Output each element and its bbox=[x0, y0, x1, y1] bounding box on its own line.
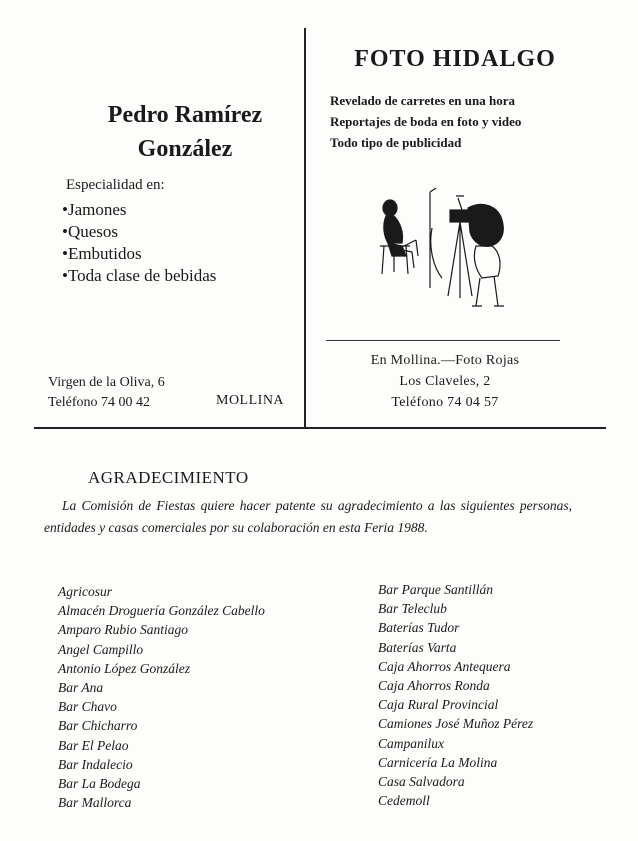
sponsor-item: Bar Chavo bbox=[58, 699, 117, 715]
sponsor-item: Bar Chicharro bbox=[58, 718, 138, 734]
sponsor-item: Baterías Tudor bbox=[378, 620, 460, 636]
photo-studio-location: En Mollina.—Foto Rojas bbox=[370, 353, 520, 368]
photo-studio-address-block bbox=[340, 350, 550, 413]
sponsor-item: Bar La Bodega bbox=[58, 776, 141, 792]
acknowledgement-intro: La Comisión de Fiestas quiere hacer patente su agradecimiento a las siguientes personas, entidades y casas comerciales por su colaboración en esta Feria 1988. bbox=[44, 498, 572, 535]
sponsor-item: Bar Indalecio bbox=[58, 756, 133, 772]
sponsor-item: Amparo Rubio Santiago bbox=[58, 622, 188, 638]
specialty-item: • Jamones bbox=[62, 199, 216, 221]
sponsor-item: Camiones José Muñoz Pérez bbox=[378, 716, 534, 732]
sponsor-item: Caja Rural Provincial bbox=[378, 697, 499, 713]
photo-service-item: Reportajes de boda en foto y video bbox=[330, 114, 522, 129]
photo-studio-title: FOTO HIDALGO bbox=[354, 46, 556, 72]
shop-owner-name-line1: Pedro Ramírez bbox=[107, 102, 263, 128]
specialty-list bbox=[62, 199, 216, 287]
sponsor-item: Bar Mallorca bbox=[58, 795, 132, 811]
sponsor-item: Agricosur bbox=[58, 584, 112, 599]
shop-address: Virgen de la Oliva, 6 bbox=[48, 375, 165, 390]
sponsor-item: Carnicería La Molina bbox=[378, 754, 498, 770]
acknowledgement-heading: AGRADECIMIENTO bbox=[88, 468, 249, 487]
shop-owner-name-line2: González bbox=[137, 136, 233, 162]
shop-owner-name bbox=[60, 98, 310, 166]
horizontal-divider bbox=[34, 427, 606, 429]
photo-ad-divider bbox=[326, 340, 560, 341]
photo-studio-street: Los Claveles, 2 bbox=[399, 374, 491, 389]
photo-service-item: Todo tipo de publicidad bbox=[330, 135, 462, 150]
sponsor-item: Campanilux bbox=[378, 735, 444, 751]
photo-service-item: Revelado de carretes en una hora bbox=[330, 93, 515, 108]
photographer-illustration bbox=[372, 188, 522, 313]
sponsor-item: Caja Ahorros Antequera bbox=[378, 658, 511, 674]
sponsor-item: Baterías Varta bbox=[378, 639, 457, 655]
sponsor-list-right bbox=[378, 580, 533, 810]
specialty-item: • Toda clase de bebidas bbox=[62, 265, 216, 287]
specialty-item: • Embutidos bbox=[62, 243, 216, 265]
vertical-divider bbox=[304, 28, 306, 428]
sponsor-item: Bar Parque Santillán bbox=[378, 582, 493, 597]
sponsor-item: Cedemoll bbox=[378, 793, 430, 809]
sponsor-item: Almacén Droguería González Cabello bbox=[58, 603, 265, 619]
specialty-title: Especialidad en: bbox=[66, 177, 165, 193]
sponsor-item: Angel Campillo bbox=[58, 641, 144, 657]
shop-town: MOLLINA bbox=[216, 393, 285, 408]
sponsor-item: Casa Salvadora bbox=[378, 774, 465, 790]
sponsor-item: Bar El Pelao bbox=[58, 737, 129, 753]
photo-studio-phone: Teléfono 74 04 57 bbox=[391, 395, 499, 410]
shop-phone: Teléfono 74 00 42 bbox=[48, 395, 151, 410]
sponsor-item: Caja Ahorros Ronda bbox=[378, 678, 490, 694]
specialty-item: • Quesos bbox=[62, 221, 216, 243]
photo-services-list bbox=[330, 90, 521, 153]
sponsor-item: Bar Teleclub bbox=[378, 601, 447, 617]
shop-address-block bbox=[48, 373, 165, 413]
sponsor-item: Antonio López González bbox=[58, 660, 191, 676]
sponsor-item: Bar Ana bbox=[58, 680, 104, 696]
sponsor-list-left bbox=[58, 582, 265, 812]
